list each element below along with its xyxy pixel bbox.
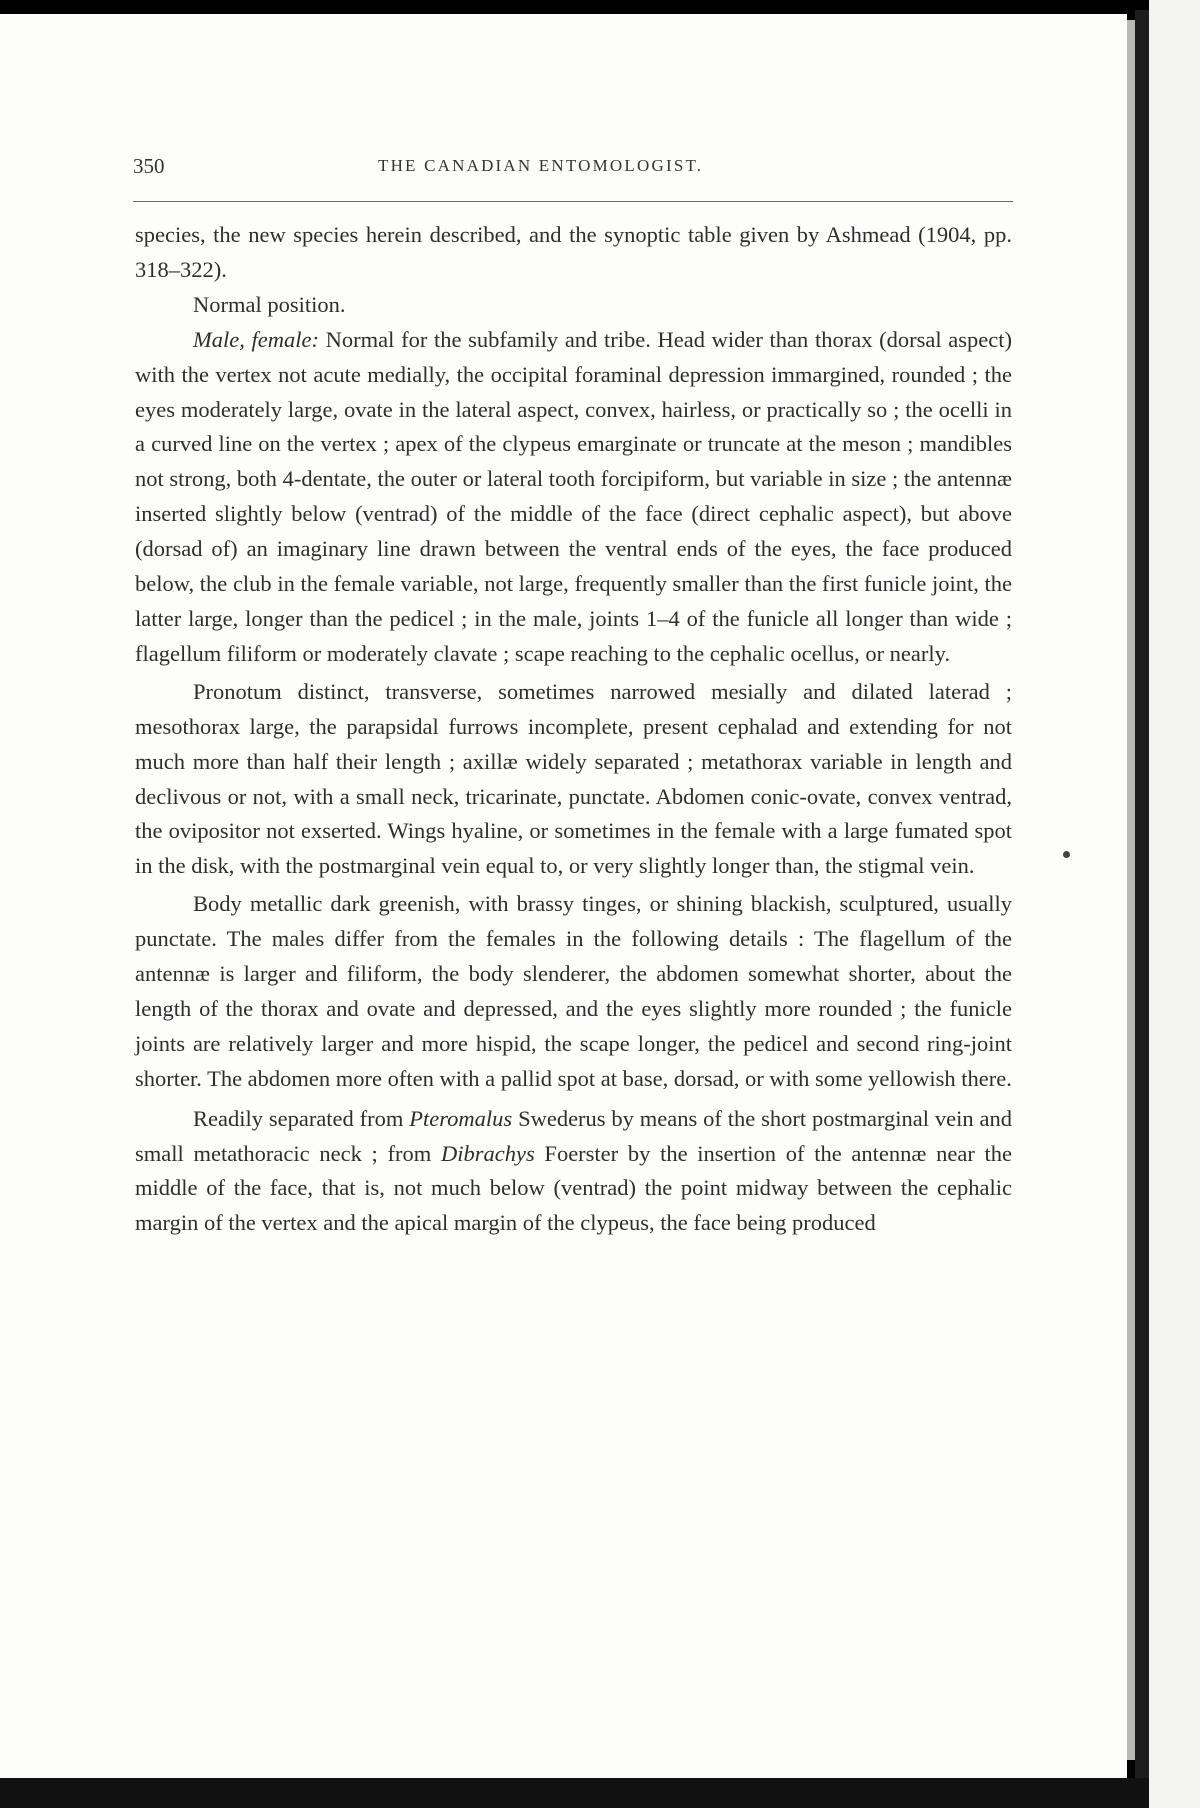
comparison-text-2: Swederus by means of the short postmarginal vein and small metathoracic neck ; from	[135, 1105, 1012, 1166]
paragraph-comparison	[135, 1102, 1012, 1242]
binding-shadow	[1135, 10, 1149, 1790]
genus-name-dibrachys: Dibrachys	[440, 1140, 535, 1166]
facing-page-edge	[1149, 0, 1200, 1808]
comparison-text-3: Foerster by the insertion of the antennæ near the middle of the face, that is, not much below (ventrad) the point midway between the cephalic margin of the vertex and the apical margin of the clypeus, the face being produced	[135, 1140, 1013, 1236]
page-header	[133, 150, 1013, 190]
comparison-text-1: Readily separated from	[193, 1105, 410, 1131]
paragraph-lead-italic: Male, female:	[193, 326, 319, 352]
paragraph-normal-position: Normal position.	[193, 291, 346, 317]
header-rule	[133, 201, 1013, 202]
paragraph-pronotum: Pronotum distinct, transverse, sometimes narrowed mesially and dilated laterad ; mesothorax large, the parapsidal furrows incomplete, present cephalad and extending for not much more than half their length ; axillæ widely separated ; metathorax variable in length and declivous or not, with a small neck, tricarinate, punctate. Abdomen conic-ovate, convex ventrad, the ovipositor not exserted. Wings hyaline, or sometimes in the female with a large fumated spot in the disk, with the postmarginal vein equal to, or very slightly longer than, the stigmal vein.	[135, 678, 1012, 879]
paragraph-continued: species, the new species herein described, and the synoptic table given by Ashmead (1904, pp. 318–322).	[135, 222, 1012, 282]
page-number: 350	[133, 154, 165, 178]
running-title: THE CANADIAN ENTOMOLOGIST.	[378, 156, 704, 175]
paragraph-male-female-text: Normal for the subfamily and tribe. Head wider than thorax (dorsal aspect) with the vertex not acute medially, the occipital foraminal depression immargined, rounded ; the eyes moderately large, ovate in the lateral aspect, convex, hairless, or practically so ; the ocelli in a curved line on the vertex ; apex of the clypeus emarginate or truncate at the meson ; mandibles not strong, both 4-dentate, the outer or lateral tooth forcipiform, but variable in size ; the antennæ inserted slightly below (ventrad) of the middle of the face (direct cephalic aspect), but above (dorsad of) an imaginary line drawn between the ventral ends of the eyes, the face produced below, the club in the female variable, not large, frequently smaller than the first funicle joint, the latter large, longer than the pedicel ; in the male, joints 1–4 of the funicle all longer than wide ; flagellum filiform or moderately clavate ; scape reaching to the cephalic ocellus, or nearly.	[135, 326, 1012, 666]
page-edge	[1127, 20, 1135, 1760]
margin-ink-dot	[1063, 851, 1070, 858]
scan-bottom-border	[0, 1778, 1149, 1808]
genus-name-pteromalus: Pteromalus	[409, 1105, 513, 1131]
body-text	[135, 218, 1012, 1241]
paragraph-male-female	[135, 323, 1012, 672]
paragraph-body-color: Body metallic dark greenish, with brassy tinges, or shining blackish, sculptured, usually punctate. The males differ from the females in the following details : The flagellum of the antennæ is larger and filiform, the body slenderer, the abdomen somewhat shorter, about the length of the thorax and ovate and depressed, and the eyes slightly more rounded ; the funicle joints are relatively larger and more hispid, the scape longer, the pedicel and second ring-joint shorter. The abdomen more often with a pallid spot at base, dorsad, or with some yellowish there.	[135, 891, 1012, 1091]
